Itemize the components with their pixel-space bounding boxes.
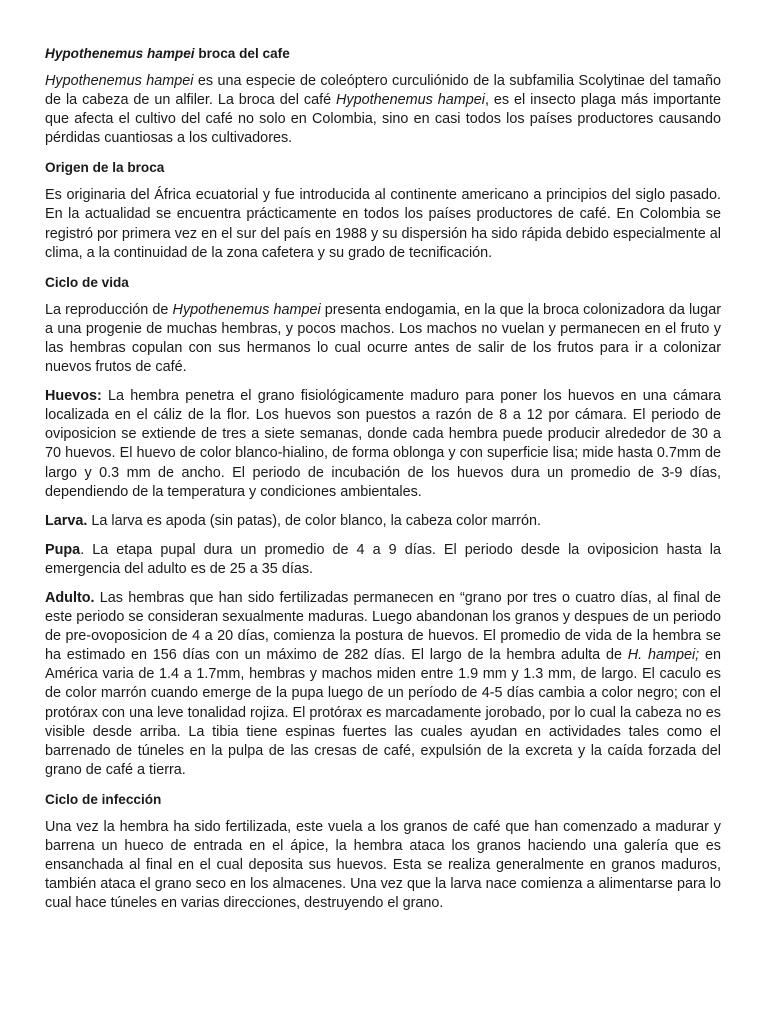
ciclo-species-name: Hypothenemus hampei xyxy=(172,301,321,318)
ciclo-vida-paragraph xyxy=(45,301,721,377)
huevos-text: La hembra penetra el grano fisiológicamente maduro para poner los huevos en una cámara localizada en el cáliz de la flor. Los huevos son puestos a razón de 8 a 12 por cámara. El periodo de oviposicion se extiende de tres a siete semanas, donde cada hembra puede producir alrededor de 30 a 70 huevos. El huevo de color blanco-hialino, de forma oblonga y con superficie lisa; mide hasta 0.7mm de largo y 0.3 mm de ancho. El periodo de incubación de los huevos dura un promedio de 3-9 días, dependiendo de la temperatura y condiciones ambientales. xyxy=(45,388,721,500)
adulto-text-1: Las hembras que han sido fertilizadas permanecen en “grano por tres o cuatro días, al final de este periodo se consideran sexualmente maduras. Luego abandonan los granos y despues de un periodo de pre-ovoposicion de 4 a 20 días, comienza la postura de huevos. El promedio de vida de la hembra se ha estimado en 156 días con un máximo de 282 días. El largo de la hembra adulta de xyxy=(45,589,721,664)
ciclo-vida-heading: Ciclo de vida xyxy=(45,274,129,290)
adulto-paragraph xyxy=(45,589,721,780)
intro-text-1: es una especie de coleóptero curculiónido de la subfamilia Scolytinae del tamaño de la cabeza de un alfiler. La broca del café xyxy=(45,73,721,109)
intro-text-2: , es el insecto plaga más importante que afecta el cultivo del café no solo en Colombia, sino en casi todos los países productores causando pérdidas cuantiosas a los cultivadores. xyxy=(45,92,721,147)
title-species-name: Hypothenemus hampei xyxy=(45,46,195,61)
ciclo-text-1: La reproducción de xyxy=(45,301,173,318)
title-text: broca del cafe xyxy=(194,46,290,61)
adulto-label: Adulto. xyxy=(45,589,95,606)
document-page xyxy=(45,44,721,923)
infeccion-paragraph: Una vez la hembra ha sido fertilizada, este vuela a los granos de café que han comenzado a madurar y barrena un hueco de entrada en el ápice, la hembra ataca los granos haciendo una galería que es ensanchada al final en el cual deposita sus huevos. Esta se realiza generalmente en granos maduros, también ataca el grano seco en los almacenes. Una vez que la larva nace comienza a alimentarse para lo cual hace túneles en varias direcciones, destruyendo el grano. xyxy=(45,818,721,912)
intro-paragraph xyxy=(45,72,721,148)
origen-heading: Origen de la broca xyxy=(45,160,165,176)
larva-text: La larva es apoda (sin patas), de color blanco, la cabeza color marrón. xyxy=(87,512,541,529)
pupa-paragraph xyxy=(45,541,721,579)
pupa-text: . La etapa pupal dura un promedio de 4 a 9 días. El periodo desde la oviposicion hasta la emergencia del adulto es de 25 a 35 días. xyxy=(45,541,721,577)
adulto-species-name: H. hampei; xyxy=(627,647,700,664)
huevos-paragraph xyxy=(45,387,721,502)
huevos-label: Huevos: xyxy=(45,388,102,405)
larva-label: Larva. xyxy=(45,512,88,529)
ciclo-text-2: presenta endogamia, en la que la broca colonizadora da lugar a una progenie de muchas hembras, y pocos machos. Los machos no vuelan y permanecen en el fruto y las hembras copulan con sus hermanos lo cual ocurre antes de salir de los frutos para ir a colonizar nuevos frutos de café. xyxy=(45,301,721,376)
adulto-text-2: en América varia de 1.4 a 1.7mm, hembras y machos miden entre 1.9 mm y 1.3 mm, de largo. El caculo es de color marrón cuando emerge de la pupa luego de un período de 4-5 días cambia a color negro; con el protórax con una leve tonalidad rojiza. El protórax es marcadamente jorobado, por lo cual la cabeza no es visible desde arriba. La tibia tiene espinas fuertes las cuales ayudan en actividades tales como el barrenado de túneles en la pulpa de las cresas de café, expulsión de la excreta y la caída forzada del grano de café a tierra. xyxy=(45,647,721,778)
intro-species-name-2: Hypothenemus hampei xyxy=(336,92,485,109)
intro-species-name: Hypothenemus hampei xyxy=(45,73,194,89)
origen-paragraph: Es originaria del África ecuatorial y fue introducida al continente americano a principios del siglo pasado. En la actualidad se encuentra prácticamente en todos los países productores de café. En Colombia se registró por primera vez en el sur del país en 1988 y su dispersión ha sido rápida debido especialmente al clima, a la continuidad de la zona cafetera y su grado de tecnificación. xyxy=(45,187,721,261)
document-title xyxy=(45,44,721,63)
infeccion-heading: Ciclo de infección xyxy=(45,791,162,807)
pupa-label: Pupa xyxy=(45,541,81,558)
larva-paragraph xyxy=(45,512,721,531)
